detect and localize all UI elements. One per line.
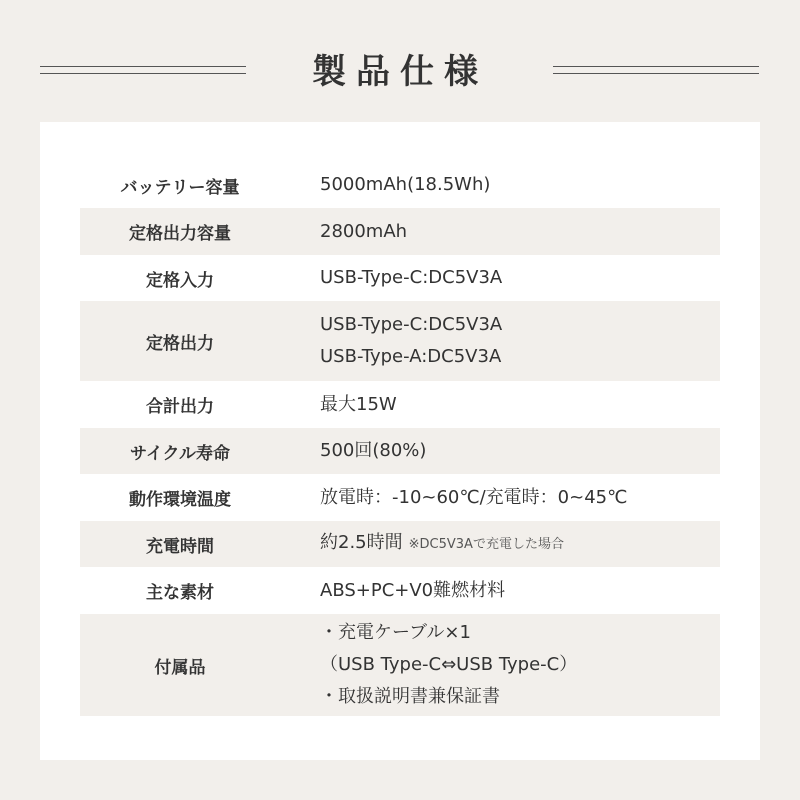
spec-value: ABS+PC+V0難燃材料 [320,579,506,601]
spec-value: 2800mAh [320,220,408,242]
spec-row-accessories [80,614,720,716]
spec-value-line: USB-Type-A:DC5V3A [320,346,502,367]
spec-row-rated-output-capacity [80,208,720,255]
spec-row-charging-time [80,521,720,567]
spec-value: 5000mAh(18.5Wh) [320,174,491,195]
spec-label: サイクル寿命 [130,443,230,464]
spec-table [80,162,720,716]
spec-row-rated-output [80,301,720,381]
spec-label: 定格出力容量 [129,224,231,244]
spec-value: 500回(80%) [320,440,427,461]
spec-value: 最大15W [320,393,397,415]
spec-value: 放電時：-10~60℃/充電時：0~45℃ [320,486,628,508]
spec-value-line: （USB Type-C⇔USB Type-C） [320,654,578,675]
spec-label: 定格出力 [146,333,214,354]
spec-row-main-material [80,567,720,614]
header-rule-right [553,66,759,74]
spec-value-line: ・取扱説明書兼保証書 [320,686,500,707]
spec-value [280,617,720,713]
spec-label: バッテリー容量 [120,177,240,198]
spec-value-main: 約2.5時間 [320,532,403,553]
spec-row-cycle-life [80,428,720,474]
spec-value-note: ※DC5V3Aで充電した場合 [408,537,564,552]
spec-label: 動作環境温度 [129,490,231,510]
spec-card [40,122,760,760]
spec-value-line: USB-Type-C:DC5V3A [320,314,503,335]
spec-row-operating-temperature [80,474,720,521]
spec-label: 付属品 [154,657,206,678]
spec-label: 充電時間 [146,536,214,557]
page-title: 製品仕様 [312,52,488,92]
spec-value [280,527,720,561]
spec-value: USB-Type-C:DC5V3A [320,267,503,288]
spec-row-rated-input [80,255,720,301]
header [0,44,800,100]
spec-label: 合計出力 [146,397,214,417]
spec-value-line: ・充電ケーブル×1 [320,622,471,643]
spec-row-total-output [80,381,720,428]
spec-label: 定格入力 [146,270,214,291]
spec-row-battery-capacity [80,162,720,208]
spec-value [280,309,720,373]
spec-label: 主な素材 [146,583,214,603]
